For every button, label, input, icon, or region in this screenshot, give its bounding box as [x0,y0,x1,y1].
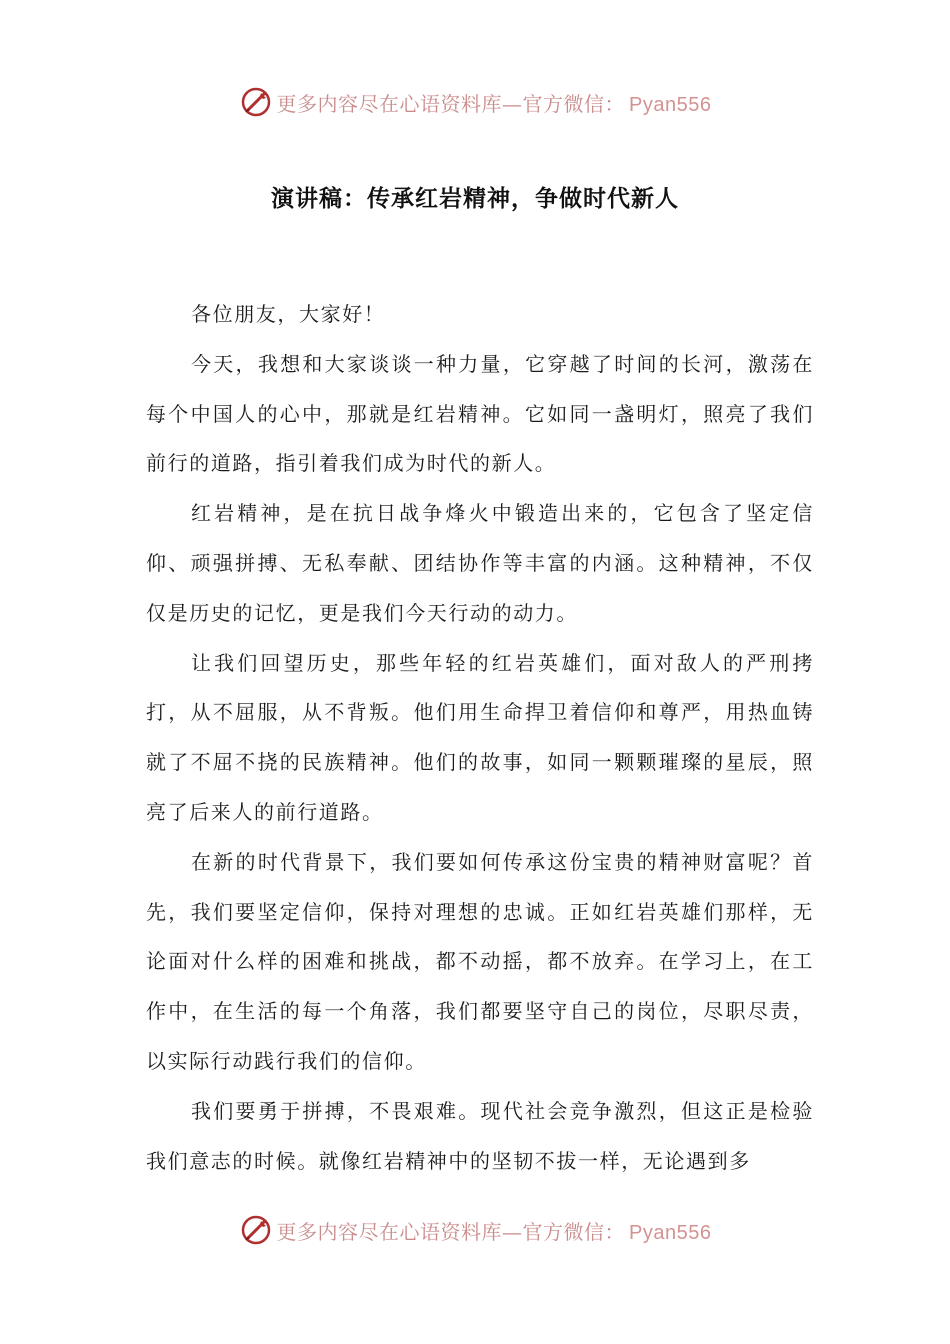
banner-text: 更多内容尽在心语资料库—官方微信： Pyan556 [276,1219,712,1244]
pen-logo-icon [239,1213,273,1247]
footer-banner [0,1208,950,1252]
document-title: 演讲稿：传承红岩精神，争做时代新人 [271,186,679,212]
paragraph: 红岩精神，是在抗日战争烽火中锻造出来的，它包含了坚定信仰、顽强拼搏、无私奉献、团结协作等丰富的内涵。这种精神，不仅仅是历史的记忆，更是我们今天行动的动力。 [146,501,814,625]
paragraph: 我们要勇于拼搏，不畏艰难。现代社会竞争激烈，但这正是检验我们意志的时候。就像红岩精神中的坚韧不拔一样，无论遇到多 [146,1098,814,1173]
header-banner [0,80,950,124]
wechat-id: Pyan556 [629,1221,712,1244]
pen-logo-icon [239,85,273,119]
paragraph: 在新的时代背景下，我们要如何传承这份宝贵的精神财富呢？首先，我们要坚定信仰，保持对理想的忠诚。正如红岩英雄们那样，无论面对什么样的困难和挑战，都不动摇，都不放弃。在学习上，在工作中，在生活的每一个角落，我们都要坚守自己的岗位，尽职尽责，以实际行动践行我们的信仰。 [146,849,814,1073]
banner-text: 更多内容尽在心语资料库—官方微信： Pyan556 [276,91,712,116]
wechat-id: Pyan556 [629,93,712,116]
document-body [146,290,814,1186]
paragraph: 各位朋友，大家好！ [191,302,386,326]
paragraph: 让我们回望历史，那些年轻的红岩英雄们，面对敌人的严刑拷打，从不屈服，从不背叛。他们用生命捍卫着信仰和尊严，用热血铸就了不屈不挠的民族精神。他们的故事，如同一颗颗璀璨的星辰，照亮了后来人的前行道路。 [146,650,814,824]
paragraph: 今天，我想和大家谈谈一种力量，它穿越了时间的长河，激荡在每个中国人的心中，那就是红岩精神。它如同一盏明灯，照亮了我们前行的道路，指引着我们成为时代的新人。 [146,351,814,476]
